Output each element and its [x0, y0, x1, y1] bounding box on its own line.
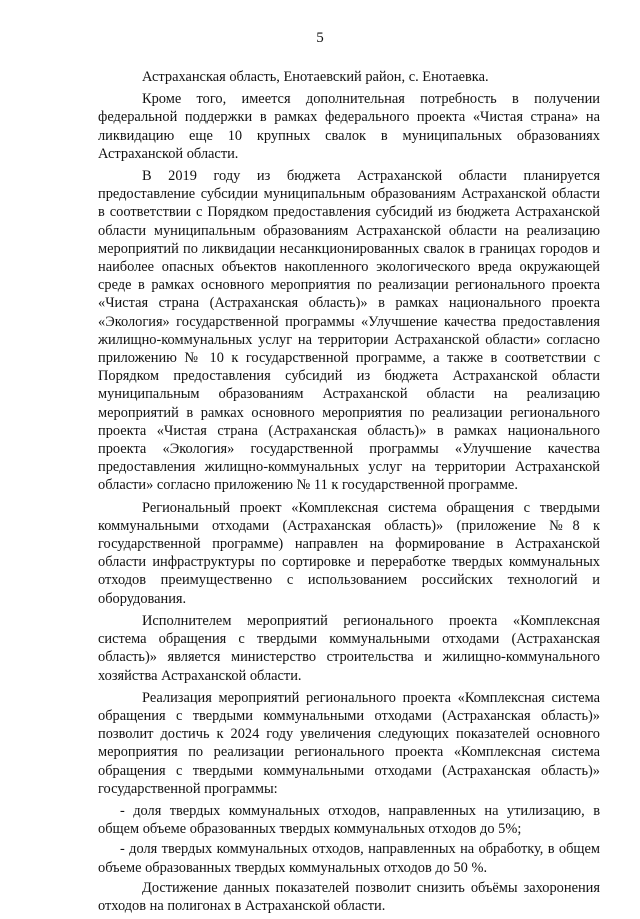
- page-number: 5: [316, 30, 324, 46]
- paragraph-project-executor: Исполнителем мероприятий регионального проекта «Комплексная система обращения с твердыми коммунальными отходами (Астраханская область)» является министерство строительства и жилищно-коммунального хозяйства Астраханской области.: [98, 612, 600, 684]
- paragraph-project-implementation: Реализация мероприятий регионального проекта «Комплексная система обращения с твердыми коммунальными отходами (Астраханская область)» позволит достичь к 2024 году увеличения следующих показателей основного мероприятия по реализации регионального проекта «Комплексная система обращения с твердыми коммунальными отходами (Астраханская область)» государственной программы:: [98, 689, 600, 797]
- list-item-utilization-share: - доля твердых коммунальных отходов, направленных на утилизацию, в общем объеме образованных твердых коммунальных отходов до 5%;: [98, 802, 600, 838]
- paragraph-indicators-outcome: Достижение данных показателей позволит снизить объёмы захоронения отходов на полигонах в Астраханской области.: [98, 879, 600, 914]
- document-body: [98, 68, 600, 919]
- paragraph-regional-project-waste: Региональный проект «Комплексная система обращения с твердыми коммунальными отходами (Астраханская область)» (приложение №8 к государственной программе) направлен на формирование в Астраханской области инфраструктуры по сортировке и переработке твердых коммунальных отходов преимущественно с использованием российских технологий и оборудования.: [98, 499, 600, 607]
- paragraph-subsidies-2019: В 2019 году из бюджета Астраханской области планируется предоставление субсидии муниципальным образованиям Астраханской области в соответствии с Порядком предоставления субсидий из бюджета Астраханской области муниципальным образованиям Астраханской области на реализацию мероприятий по ликвидации несанкционированных свалок в границах городов и наиболее опасных объектов накопленного экологического вреда окружающей среде в рамках основного мероприятия по реализации регионального проекта «Чистая страна (Астраханская область)» в рамках национального проекта «Экология» государственной программы «Улучшение качества предоставления жилищно-коммунальных услуг на территории Астраханской области» согласно приложению № 10 к государственной программе, а также в соответствии с Порядком предоставления субсидий из бюджета Астраханской области муниципальным образованиям Астраханской области на реализацию мероприятий в рамках основного мероприятия по реализации регионального проекта «Чистая страна (Астраханская область)» в рамках национального проекта «Экология» государственной программы «Улучшение качества предоставления жилищно-коммунальных услуг на территории Астраханской области» согласно приложению № 11 к государственной программе.: [98, 168, 600, 494]
- paragraph-location-continuation: Астраханская область, Енотаевский район, с. Енотаевка.: [142, 69, 489, 85]
- list-item-processing-share: - доля твердых коммунальных отходов, направленных на обработку, в общем объеме образованных твердых коммунальных отходов до 50 %.: [98, 841, 600, 876]
- paragraph-federal-support: Кроме того, имеется дополнительная потребность в получении федеральной поддержки в рамках федерального проекта «Чистая страна» на ликвидацию еще 10 крупных свалок в муниципальных образованиях Астраханской области.: [98, 91, 600, 162]
